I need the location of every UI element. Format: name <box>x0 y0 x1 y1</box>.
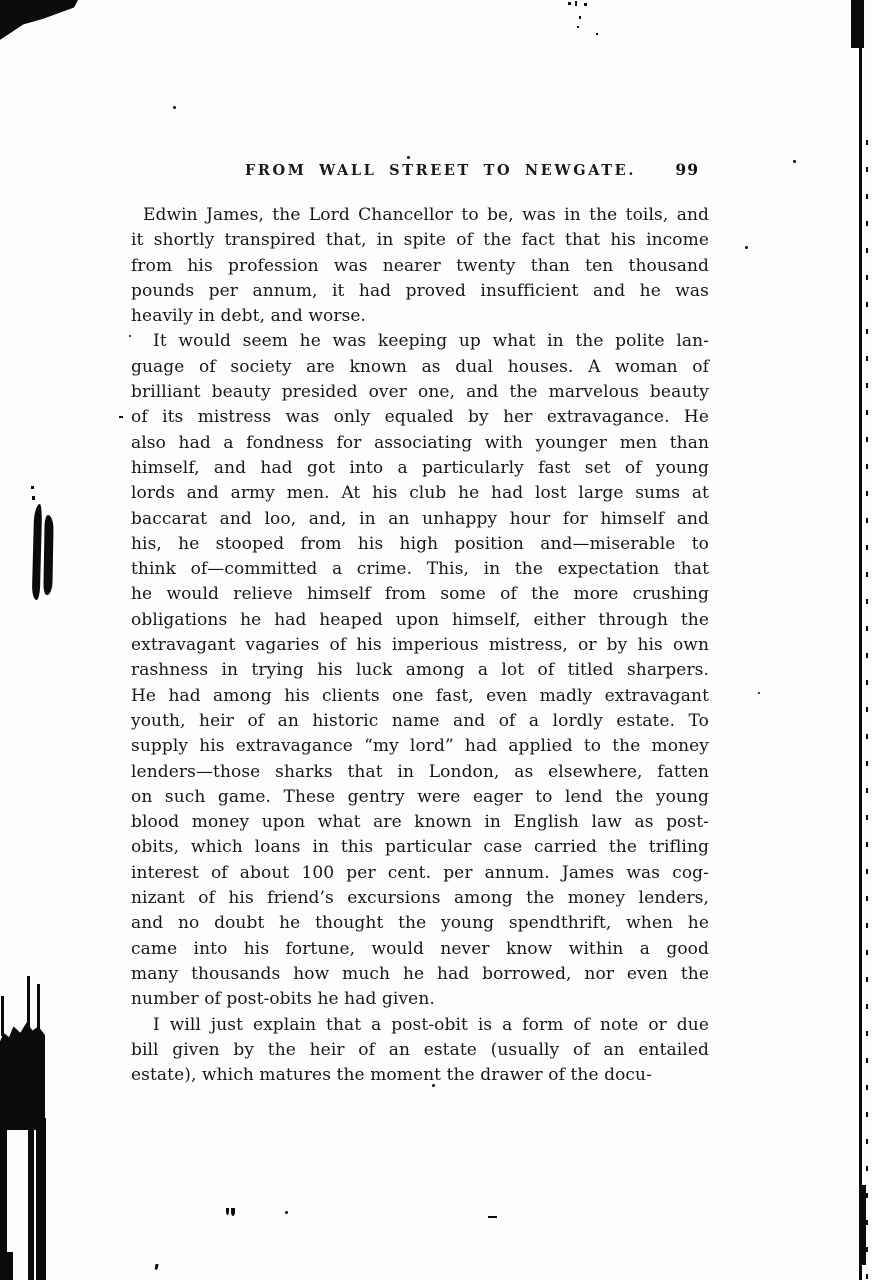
scan-artifact-left-crescent <box>43 515 53 595</box>
text-line: himself, and had got into a particularly fast set of young <box>131 457 709 478</box>
ink-speck <box>575 1 577 6</box>
text-line: pounds per annum, it had proved insufficient and he was <box>131 280 709 301</box>
text-line: he would relieve himself from some of the more crushing <box>131 584 709 605</box>
page-title: FROM WALL STREET TO NEWGATE. <box>245 162 636 179</box>
text-line: and no doubt he thought the young spendthrift, when he <box>131 913 709 934</box>
scan-artifact-gutter-blob <box>0 1022 45 1130</box>
text-line: bill given by the heir of an estate (usually of an entailed <box>131 1039 709 1060</box>
text-line: came into his fortune, would never know within a good <box>131 938 709 959</box>
scan-artifact-gutter-spike <box>1 996 4 1036</box>
body-text <box>131 203 709 1088</box>
scan-artifact-gutter-band <box>36 1126 46 1280</box>
ink-speck <box>173 106 176 109</box>
ink-speck <box>596 33 598 35</box>
scan-artifact-right-edge-dashes <box>866 140 868 1280</box>
text-line: lenders—those sharks that in London, as elsewhere, fatten <box>131 761 709 782</box>
scan-artifact-right-edge-bar <box>851 0 864 48</box>
ink-speck <box>154 1264 158 1270</box>
text-line: Edwin James, the Lord Chancellor to be, was in the toils, and <box>143 205 709 225</box>
text-line: blood money upon what are known in English law as post- <box>131 812 709 833</box>
text-line: nizant of his friend’s excursions among the money lenders, <box>131 888 709 909</box>
scan-artifact-gutter-band <box>0 1252 13 1280</box>
scan-artifact-gutter-spike <box>27 976 30 1028</box>
ink-speck <box>407 156 410 159</box>
text-line: obits, which loans in this particular case carried the trifling <box>131 837 709 858</box>
text-line: guage of society are known as dual houses. A woman of <box>131 356 709 377</box>
scan-artifact-left-crescent <box>32 504 43 600</box>
text-line: of its mistress was only equaled by her extravagance. He <box>131 407 709 428</box>
text-line: obligations he had heaped upon himself, either through the <box>131 609 709 630</box>
text-line: interest of about 100 per cent. per annum. James was cog- <box>131 862 709 883</box>
running-header <box>131 160 709 184</box>
ink-speck <box>577 26 579 28</box>
ink-speck <box>31 486 34 489</box>
page-number: 99 <box>675 160 699 179</box>
text-line: baccarat and loo, and, in an unhappy hour for himself and <box>131 508 709 529</box>
text-line: brilliant beauty presided over one, and the marvelous beauty <box>131 382 709 403</box>
ink-speck <box>758 692 760 694</box>
scan-artifact-corner-blot <box>0 0 78 42</box>
text-line: many thousands how much he had borrowed, nor even the <box>131 963 709 984</box>
text-line: his, he stooped from his high position and—miserable to <box>131 533 709 554</box>
scan-artifact-gutter-spike <box>37 984 40 1030</box>
ink-speck <box>745 246 748 249</box>
text-line: number of post-obits he had given. <box>131 989 435 1010</box>
text-line: also had a fondness for associating with younger men than <box>131 432 709 453</box>
ink-speck <box>793 160 796 163</box>
scan-artifact-right-edge-line <box>859 0 862 1280</box>
text-line: think of—committed a crime. This, in the expectation that <box>131 559 709 580</box>
text-line: it shortly transpired that, in spite of the fact that his income <box>131 230 709 251</box>
ink-speck <box>584 3 587 6</box>
text-line: lords and army men. At his club he had lost large sums at <box>131 483 709 504</box>
text-line: estate), which matures the moment the drawer of the docu- <box>131 1065 652 1086</box>
text-line: I will just explain that a post-obit is a form of note or due <box>153 1014 709 1035</box>
ink-speck <box>226 1208 229 1215</box>
text-line: supply his extravagance “my lord” had applied to the money <box>131 736 709 757</box>
ink-speck <box>32 496 35 500</box>
text-line: It would seem he was keeping up what in the polite lan- <box>153 331 709 352</box>
text-line: from his profession was nearer twenty than ten thousand <box>131 255 709 276</box>
text-line: on such game. These gentry were eager to lend the young <box>131 786 709 807</box>
text-line: He had among his clients one fast, even madly extravagant <box>131 685 709 706</box>
ink-speck <box>231 1208 235 1216</box>
ink-speck <box>568 2 571 5</box>
text-line: heavily in debt, and worse. <box>131 306 367 327</box>
text-line: rashness in trying his luck among a lot of titled sharpers. <box>131 660 709 681</box>
scan-artifact-right-edge-bottom <box>861 1185 866 1265</box>
text-line: youth, heir of an historic name and of a lordly estate. To <box>131 710 709 731</box>
scan-artifact-gutter-band <box>28 1126 34 1280</box>
ink-speck <box>285 1211 288 1214</box>
ink-speck <box>579 16 581 19</box>
text-block <box>131 160 709 1088</box>
text-line: extravagant vagaries of his imperious mistress, or by his own <box>131 635 709 656</box>
ink-speck <box>119 416 123 418</box>
ink-speck <box>488 1216 497 1218</box>
